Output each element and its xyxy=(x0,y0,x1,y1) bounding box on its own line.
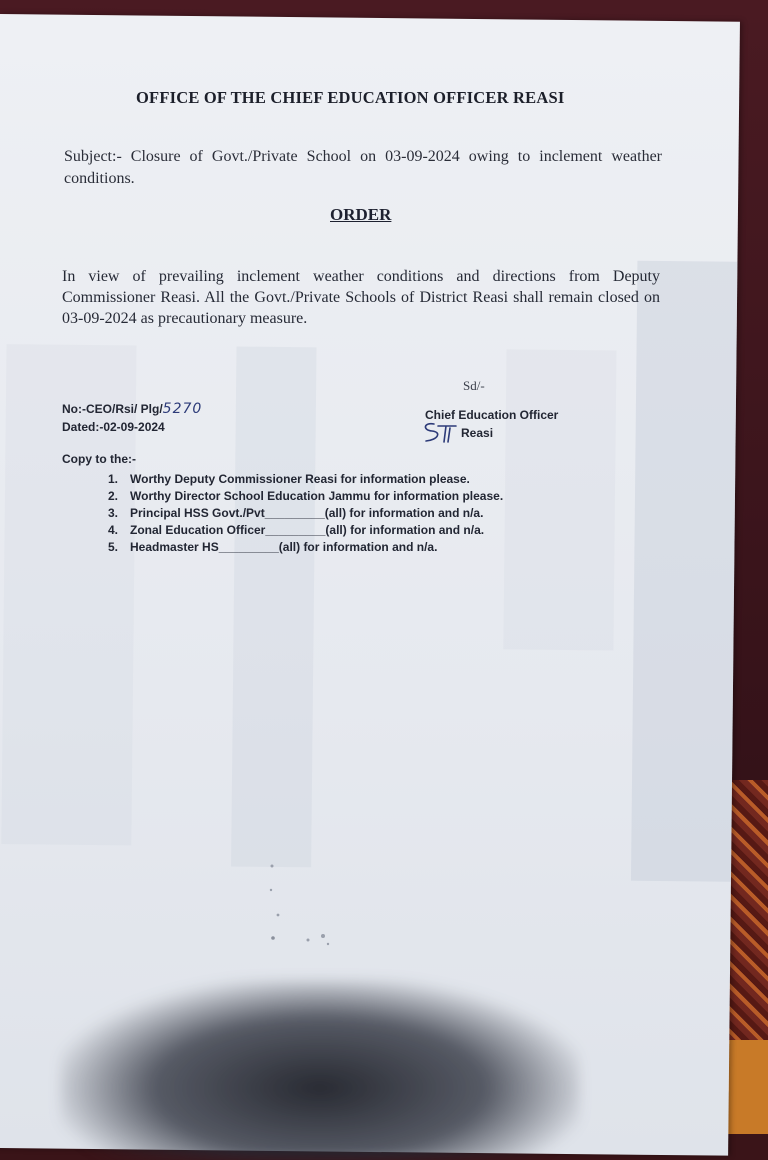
hand-shadow xyxy=(60,980,580,1160)
reference-number-label: No:-CEO/Rsi/ Plg/ xyxy=(62,402,163,416)
subject-line: Subject:- Closure of Govt./Private School on 03-09-2024 owing to inclement weather conditions. xyxy=(64,148,662,187)
office-heading: OFFICE OF THE CHIEF EDUCATION OFFICER REASI xyxy=(136,88,565,107)
list-item: 1. Worthy Deputy Commissioner Reasi for information please. xyxy=(108,472,470,486)
order-title: ORDER xyxy=(330,205,392,224)
show-through-mark xyxy=(231,346,316,867)
handwritten-signature xyxy=(420,420,460,444)
list-item: 5. Headmaster HS_________(all) for information and n/a. xyxy=(108,540,438,554)
signed-mark: Sd/- xyxy=(463,378,485,393)
list-item: 4. Zonal Education Officer_________(all) for information and n/a. xyxy=(108,523,485,537)
officer-title: Chief Education Officer xyxy=(425,408,559,422)
reference-number-handwritten: 5270 xyxy=(162,401,203,417)
copy-to-label: Copy to the:- xyxy=(62,452,136,466)
officer-place: Reasi xyxy=(461,426,494,440)
reference-block xyxy=(62,400,202,436)
show-through-mark xyxy=(631,261,737,882)
list-item: 2. Worthy Director School Education Jammu for information please. xyxy=(108,489,504,503)
list-item: 3. Principal HSS Govt./Pvt_________(all) for information and n/a. xyxy=(108,506,484,520)
copy-to-list xyxy=(108,471,503,556)
dated-line: Dated:-02-09-2024 xyxy=(62,420,165,434)
paper-specks xyxy=(268,860,358,970)
reference-number xyxy=(62,400,202,418)
order-body: In view of prevailing inclement weather conditions and directions from Deputy Commissioner Reasi. All the Govt./Private Schools of District Reasi shall remain closed on 03-09-2024 as precautionary measure. xyxy=(62,268,660,327)
show-through-mark xyxy=(503,349,616,650)
